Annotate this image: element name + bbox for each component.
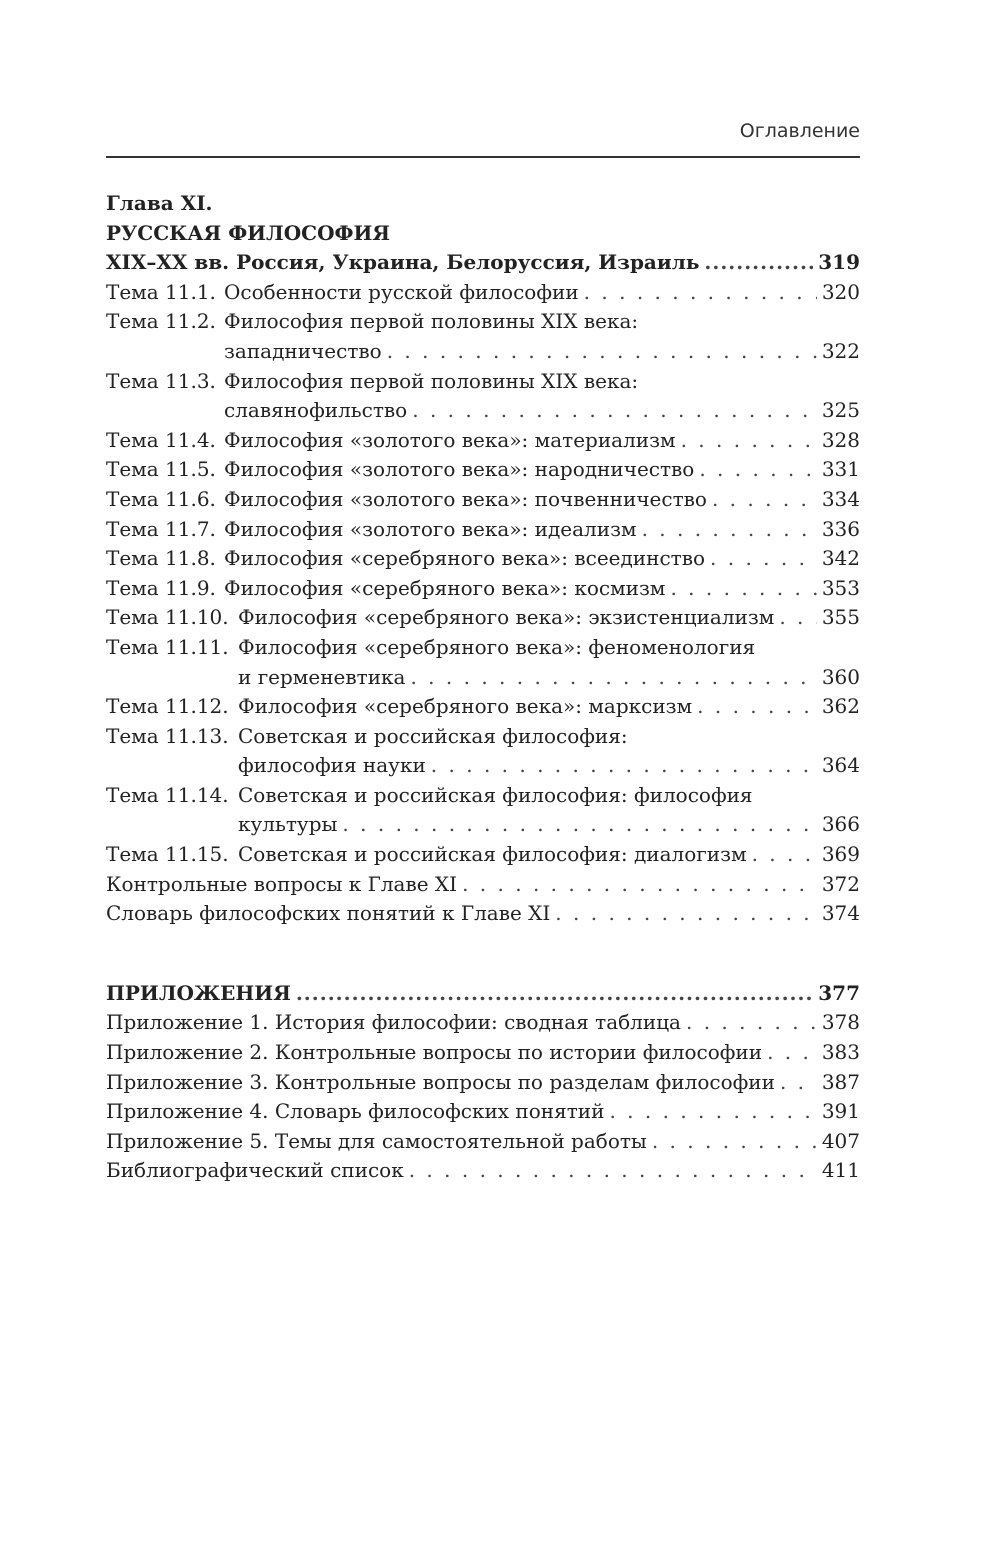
topic-label: Тема 11.1.: [106, 279, 216, 304]
topic-page: 364: [821, 753, 860, 778]
toc-entry-control-questions[interactable]: [106, 870, 860, 900]
toc-entry-topic-11-2[interactable]: [106, 307, 860, 337]
dot-leader: [387, 337, 817, 367]
toc-entry-topic-11-6[interactable]: [106, 485, 860, 515]
topic-title: Философия первой половины XIX века:: [224, 368, 639, 393]
topic-title: Философия «серебряного века»: всеединство: [224, 546, 706, 571]
appendix-page: 378: [821, 1010, 860, 1035]
topic-label: Тема 11.15.: [106, 842, 229, 867]
header-rule: [106, 156, 860, 158]
topic-title: Философия «серебряного века»: феноменология: [238, 634, 756, 659]
toc-entry-topic-11-13-continued[interactable]: [106, 751, 860, 781]
bibliography-page: 411: [821, 1158, 860, 1183]
topic-title: Философия «серебряного века»: космизм: [224, 575, 666, 600]
topic-page: 336: [821, 516, 860, 541]
dot-leader: [409, 1156, 817, 1186]
table-of-contents: [106, 189, 860, 1186]
toc-entry-topic-11-11-continued[interactable]: [106, 663, 860, 693]
topic-page: 325: [821, 398, 860, 423]
topic-label: Тема 11.12.: [106, 694, 229, 719]
toc-entry-topic-11-13[interactable]: [106, 722, 860, 752]
topic-page: 328: [821, 427, 860, 452]
topic-title: Советская и российская философия: диалогизм: [238, 842, 747, 867]
toc-entry-topic-11-9[interactable]: [106, 574, 860, 604]
topic-label: Тема 11.6.: [106, 486, 216, 511]
toc-entry-topic-11-5[interactable]: [106, 455, 860, 485]
toc-entry-topic-11-7[interactable]: [106, 515, 860, 545]
dot-leader: [296, 979, 813, 1009]
dot-leader: [697, 692, 817, 722]
dot-leader: [699, 455, 816, 485]
topic-page: 360: [821, 664, 860, 689]
chapter-title: [106, 219, 860, 249]
toc-entry-appendix-5[interactable]: [106, 1127, 860, 1157]
toc-entry-topic-11-1[interactable]: [106, 278, 860, 308]
appendix-title: Приложение 1. История философии: сводная таблица: [106, 1010, 681, 1035]
entry-page: 372: [821, 871, 860, 896]
appendix-page: 407: [821, 1128, 860, 1153]
running-title: Оглавление: [739, 120, 860, 142]
dot-leader: [462, 870, 817, 900]
appendix-title: Приложение 3. Контрольные вопросы по разделам философии: [106, 1069, 775, 1094]
dot-leader: [609, 1097, 816, 1127]
topic-title: Философия «золотого века»: идеализм: [224, 516, 637, 541]
appendices-title: ПРИЛОЖЕНИЯ: [106, 980, 291, 1005]
topic-page: 331: [821, 457, 860, 482]
dot-leader: [767, 1038, 817, 1068]
dot-leader: [681, 426, 817, 456]
topic-title: Философия «золотого века»: народничество: [224, 457, 695, 482]
topic-label: Тема 11.3.: [106, 368, 216, 393]
topic-page: 342: [821, 546, 860, 571]
topic-title: Особенности русской философии: [224, 279, 579, 304]
chapter-title-text: РУССКАЯ ФИЛОСОФИЯ: [106, 220, 391, 245]
topic-label: Тема 11.5.: [106, 457, 216, 482]
entry-title: Контрольные вопросы к Главе XI: [106, 871, 458, 896]
topic-page: 362: [821, 694, 860, 719]
topic-page: 366: [821, 812, 860, 837]
dot-leader: [642, 515, 817, 545]
toc-entry-bibliography[interactable]: [106, 1156, 860, 1186]
chapter-label: [106, 189, 860, 219]
toc-entry-appendix-2[interactable]: [106, 1038, 860, 1068]
dot-leader: [555, 899, 817, 929]
topic-label: Тема 11.4.: [106, 427, 216, 452]
topic-title: Философия «серебряного века»: экзистенциализм: [238, 605, 775, 630]
topic-page: 355: [821, 605, 860, 630]
topic-title: Философия первой половины XIX века:: [224, 309, 639, 334]
toc-entry-topic-11-2-continued[interactable]: [106, 337, 860, 367]
toc-entry-appendix-4[interactable]: [106, 1097, 860, 1127]
topic-title: Философия «золотого века»: материализм: [224, 427, 676, 452]
dot-leader: [710, 544, 817, 574]
topic-label: Тема 11.11.: [106, 634, 229, 659]
toc-entry-topic-11-15[interactable]: [106, 840, 860, 870]
topic-page: 369: [821, 842, 860, 867]
topic-page: 320: [821, 279, 860, 304]
topic-label: Тема 11.8.: [106, 546, 216, 571]
appendix-page: 391: [821, 1099, 860, 1124]
appendix-title: Приложение 5. Темы для самостоятельной работы: [106, 1128, 647, 1153]
topic-label: Тема 11.14.: [106, 782, 229, 807]
topic-title-continued: философия науки: [238, 753, 426, 778]
topic-title: Советская и российская философия:: [238, 723, 628, 748]
topic-page: 353: [821, 575, 860, 600]
topic-page: 334: [821, 486, 860, 511]
topic-title: Советская и российская философия: философия: [238, 782, 753, 807]
toc-entry-appendices[interactable]: [106, 979, 860, 1009]
topic-title: Философия «золотого века»: почвенничество: [224, 486, 707, 511]
toc-entry-topic-11-14-continued[interactable]: [106, 810, 860, 840]
dot-leader: [652, 1127, 817, 1157]
dot-leader: [686, 1008, 817, 1038]
topic-label: Тема 11.13.: [106, 723, 229, 748]
toc-entry-topic-11-10[interactable]: [106, 603, 860, 633]
dot-leader: [410, 663, 816, 693]
toc-entry-topic-11-3-continued[interactable]: [106, 396, 860, 426]
topic-label: Тема 11.9.: [106, 575, 216, 600]
topic-title: Философия «серебряного века»: марксизм: [238, 694, 693, 719]
toc-entry-glossary[interactable]: [106, 899, 860, 929]
topic-title-continued: славянофильство: [224, 398, 408, 423]
toc-entry-topic-11-4[interactable]: [106, 426, 860, 456]
section-gap: [106, 929, 860, 979]
entry-page: 374: [821, 901, 860, 926]
topic-title-continued: культуры: [238, 812, 338, 837]
topic-title-continued: западничество: [224, 338, 382, 363]
bibliography-title: Библиографический список: [106, 1158, 404, 1183]
chapter-subtitle-entry[interactable]: [106, 248, 860, 278]
toc-entry-topic-11-8[interactable]: [106, 544, 860, 574]
dot-leader: [704, 248, 813, 278]
chapter-label-text: Глава XI.: [106, 191, 213, 215]
chapter-page: 319: [818, 250, 860, 275]
dot-leader: [342, 810, 816, 840]
appendices-page: 377: [818, 980, 860, 1005]
toc-entry-appendix-3[interactable]: [106, 1068, 860, 1098]
dot-leader: [431, 751, 817, 781]
dot-leader: [779, 603, 816, 633]
dot-leader: [780, 1068, 817, 1098]
topic-label: Тема 11.7.: [106, 516, 216, 541]
toc-entry-topic-11-14[interactable]: [106, 781, 860, 811]
appendix-title: Приложение 2. Контрольные вопросы по истории философии: [106, 1040, 763, 1065]
toc-entry-appendix-1[interactable]: [106, 1008, 860, 1038]
dot-leader: [670, 574, 816, 604]
topic-label: Тема 11.2.: [106, 309, 216, 334]
appendix-title: Приложение 4. Словарь философских понятий: [106, 1099, 605, 1124]
chapter-subtitle-text: XIX–XX вв. Россия, Украина, Белоруссия, Израиль: [106, 250, 700, 275]
toc-entry-topic-11-11[interactable]: [106, 633, 860, 663]
appendix-page: 387: [821, 1069, 860, 1094]
entry-title: Словарь философских понятий к Главе XI: [106, 901, 551, 926]
dot-leader: [752, 840, 817, 870]
topic-title-continued: и герменевтика: [238, 664, 406, 689]
dot-leader: [712, 485, 817, 515]
topic-label: Тема 11.10.: [106, 605, 229, 630]
toc-entry-topic-11-3[interactable]: [106, 367, 860, 397]
dot-leader: [584, 278, 817, 308]
appendix-page: 383: [821, 1040, 860, 1065]
topic-page: 322: [821, 338, 860, 363]
dot-leader: [412, 396, 817, 426]
toc-entry-topic-11-12[interactable]: [106, 692, 860, 722]
